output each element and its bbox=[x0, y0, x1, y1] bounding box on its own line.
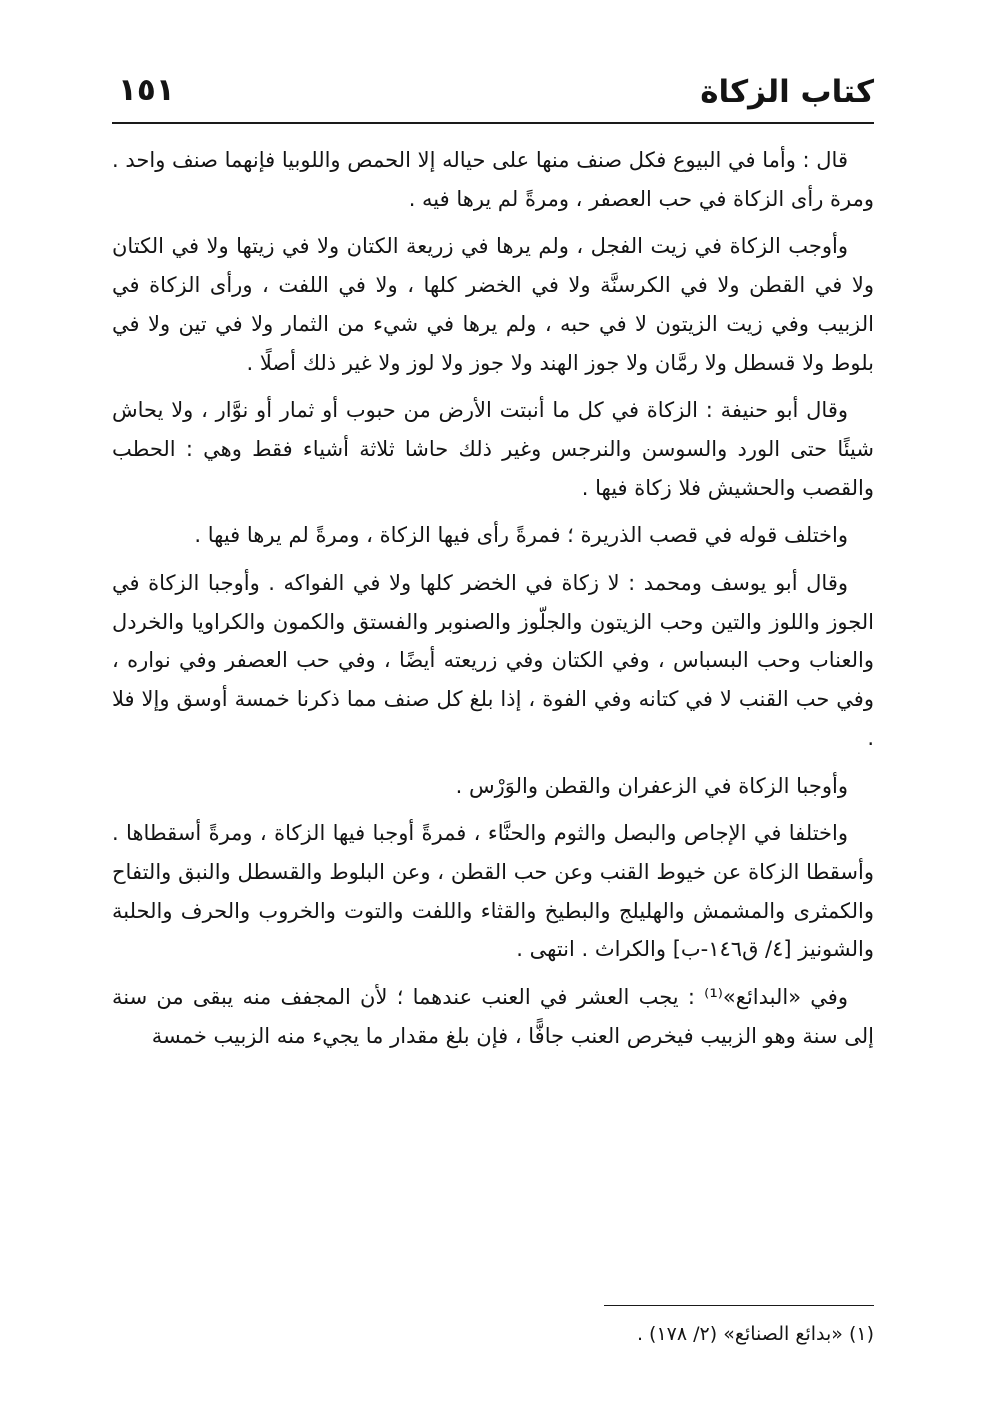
main-text bbox=[112, 141, 874, 1064]
running-header bbox=[112, 68, 874, 118]
paragraph: وفي «البدائع»⁽¹⁾ : يجب العشر في العنب عندهما ؛ لأن المجفف منه يبقى من سنة إلى سنة وهو الزبيب فيخرص العنب جافًّا ، فإن بلغ مقدار ما يجيء منه الزبيب خمسة bbox=[112, 985, 874, 1048]
paragraph: وأوجب الزكاة في زيت الفجل ، ولم يرها في زريعة الكتان ولا في زيتها ولا في الكتان ولا في القطن ولا في الكرسنَّة ولا في الخضر كلها ، ولا في اللفت ، ورأى الزكاة في الزبيب وفي زيت الزيتون لا في حبه ، ولم يرها في شيء من الثمار ولا في تين ولا في بلوط ولا قسطل ولا رمَّان ولا جوز الهند ولا جوز ولا لوز ولا غير ذلك أصلًا . bbox=[112, 234, 874, 375]
chapter-title: كتاب الزكاة bbox=[700, 74, 874, 110]
footnote: (١) «بدائع الصنائع» (٢/ ١٧٨) . bbox=[636, 1323, 874, 1345]
page-number: ١٥١ bbox=[118, 72, 175, 108]
paragraph: وقال أبو حنيفة : الزكاة في كل ما أنبتت الأرض من حبوب أو ثمار أو نوَّار ، ولا يحاش شيئًا حتى الورد والسوسن والنرجس وغير ذلك حاشا ثلاثة أشياء فقط وهي : الحطب والقصب والحشيش فلا زكاة فيها . bbox=[112, 398, 874, 500]
header-divider bbox=[112, 122, 874, 124]
paragraph: قال : وأما في البيوع فكل صنف منها على حياله إلا الحمص واللوبيا فإنهما صنف واحد . ومرة رأى الزكاة في حب العصفر ، ومرةً لم يرها فيه . bbox=[112, 148, 874, 211]
paragraph: وقال أبو يوسف ومحمد : لا زكاة في الخضر كلها ولا في الفواكه . وأوجبا الزكاة في الجوز واللوز والتين وحب الزيتون والجلّوز والصنوبر والفستق والكمون والكراويا والخردل والعناب وحب البسباس ، وفي الكتان وفي زريعته أيضًا ، وفي حب العصفر وفي نواره ، وفي حب القنب لا في كتانه وفي الفوة ، إذا بلغ كل صنف مما ذكرنا خمسة أوسق وإلا فلا . bbox=[112, 571, 874, 750]
paragraph: واختلف قوله في قصب الذريرة ؛ فمرةً رأى فيها الزكاة ، ومرةً لم يرها فيها . bbox=[194, 523, 848, 548]
footnote-divider bbox=[604, 1305, 874, 1306]
paragraph: وأوجبا الزكاة في الزعفران والقطن والوَرْس . bbox=[455, 773, 848, 798]
paragraph: واختلفا في الإجاص والبصل والثوم والحنَّاء ، فمرةً أوجبا فيها الزكاة ، ومرةً أسقطاها . وأسقطا الزكاة عن خيوط القنب وعن حب القطن ، وعن البلوط والقسطل والنبق والتفاح والكمثرى والمشمش والهليلج والبطيخ والقثاء واللفت والتوت والخروب والحرف والحلبة والشونيز [٤/ ق١٤٦-ب] والكراث . انتهى . bbox=[112, 821, 874, 962]
